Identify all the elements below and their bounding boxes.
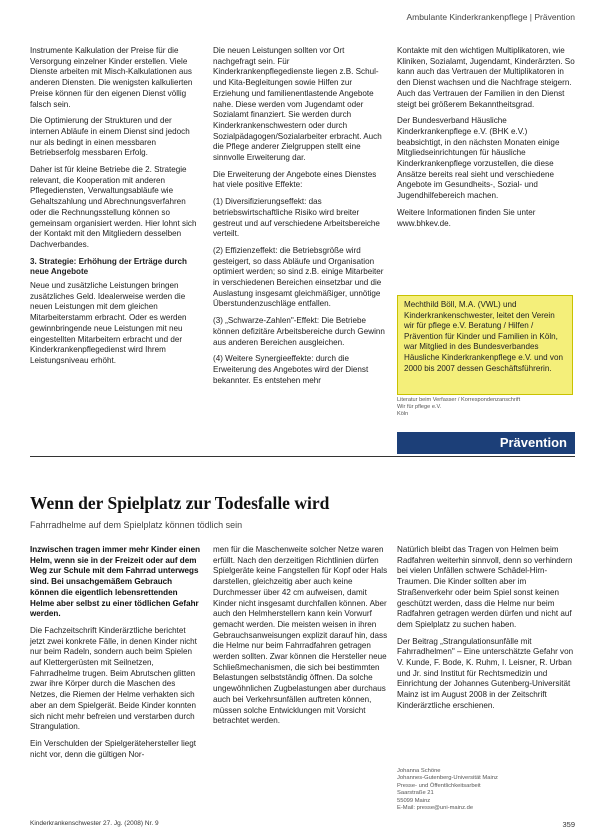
paragraph: Kontakte mit den wichtigen Multiplikatoren, wie Kliniken, Sozialamt, Jugendamt, Kinderärzten. So kann auch das Vertrauen der Multiplikatoren in den Dienst wachsen und die Nachfrage steigern. Auch das Vertrauen der Familien in den Dienst steigt bei größerem Bekanntheitsgrad.	[397, 46, 575, 109]
article-title: Wenn der Spielplatz zur Todesfalle wird	[30, 493, 330, 513]
paragraph: (3) „Schwarze-Zahlen"-Effekt: Die Betriebe können defizitäre Arbeitsbereiche durch Gewinn aus anderen Bereichen ausgleichen.	[213, 316, 385, 347]
article-column-3	[397, 545, 575, 718]
line: E-Mail: presse@uni-mainz.de	[397, 805, 474, 812]
article-column-2	[213, 545, 388, 733]
paragraph: Natürlich bleibt das Tragen von Helmen beim Radfahren weiterhin sinnvoll, denn so verhindern bei vielen Unfällen schwere Schädel-Hirn-Traumen. Die Kinder sollten aber im Straßenverkehr oder beim Spiel sonst keinen geschützt werden, dass die Helme nur beim Radfahren getragen werden dürfen und nicht auf dem Spielplatz zu suchen haben.	[397, 545, 573, 629]
paragraph: Weitere Informationen finden Sie unter www.bhkev.de.	[397, 207, 536, 228]
paragraph: Daher ist für kleine Betriebe die 2. Strategie relevant, die Kooperation mit anderen Pflegediensten, Verwaltungsabläufe wie Gehaltszahlung und Abrechnungsverfahren oder die Rechnungsstellung können so gemeinsam organisiert werden. Hier lohnt sich der Kontakt mit den Mitgliedern desselben Dachverbandes.	[30, 165, 197, 249]
page-number: 359	[562, 820, 575, 829]
paragraph: Der Bundesverband Häusliche Kinderkrankenpflege e.V. (BHK e.V.) beabsichtigt, in den nächsten Monaten einige Mitgliedseinrichtungen für häusliche Kinderkrankenpflege vorzustellen, die diese Ansätze bereits real sieht und verschiedene Angebote im Gesundheits-, Sozial- und Jugendhilfebereich machen.	[397, 116, 560, 201]
article-column-1	[30, 545, 202, 766]
line: Köln	[397, 411, 409, 417]
contact-block	[397, 768, 577, 812]
line: Wir für pflege e.V.	[397, 404, 442, 410]
section-band-praevention: Prävention	[397, 432, 575, 454]
top-column-3	[397, 46, 575, 235]
article-lead: Inzwischen tragen immer mehr Kinder einen Helm, wenn sie in der Freizeit oder auf dem Weg zur Schule mit dem Fahrrad unterwegs sind. Bei unsachgemäßem Gebrauch können die eigentlich lebensrettenden Helme aber selbst zu einer tödlichen Gefahr werden.	[30, 545, 201, 619]
article-subtitle: Fahrradhelme auf dem Spielplatz können tödlich sein	[30, 520, 243, 530]
subheading: 3. Strategie: Erhöhung der Erträge durch neue Angebote	[30, 256, 187, 277]
line: Presse- und Öffentlichkeitsarbeit	[397, 782, 481, 789]
paragraph: men für die Maschenweite solcher Netze waren erfüllt. Nach den derzeitigen Richtlinien dürfen Spielgeräte keine Fangstellen für Kopf oder Hals darstellen, gleichzeitig aber auch keine Durchmesser über 42 cm aufweisen, damit Kinder nicht insgesamt durchfallen können. Aber auch den Helmherstellern kann kein Vorwurf gemacht werden. Die meisten weisen in ihren Gebrauchsanweisungen explizit darauf hin, dass die Helme nur beim Fahrradfahren getragen werden sollten. Zwar können die Hersteller neue Schließmechanismen, die sich bei bestimmten Belastungen selbstständig öffnen. Da solche ungewöhnlichen Zugbelastungen aber durchaus auch bei Verkehrsunfällen auftreten können, müssen solche Entwicklungen mit Vorsicht betrachtet werden.	[213, 545, 388, 726]
section-divider	[30, 456, 575, 457]
author-infobox: Mechthild Böll, M.A. (VWL) und Kinderkrankenschwester, leitet den Verein wir für pflege e.V. Beratung / Hilfen / Prävention für Kinder und Familien in Köln, war Mitglied in des Bundesverbandes Häusliche Kinderkrankenpflege e.V. und von 2000 bis 2007 dessen Geschäftsführerin.	[397, 295, 573, 395]
line: Johannes-Gutenberg-Universität Mainz	[397, 775, 498, 782]
paragraph: Die Erweiterung der Angebote eines Dienstes hat viele positive Effekte:	[213, 169, 377, 190]
paragraph: Die Fachzeitschrift Kinderärztliche berichtet jetzt zwei konkrete Fälle, in denen Kinder nicht nur beim Radeln, sondern auch beim Spielen auf Klettergerüsten mit Seilnetzen, Fahrradhelme trugen. Beim Abrutschen glitten zwar ihre Körper durch die Maschen des Netzes, die Riemen der Helme verhakten sich aber an dem Spielgerät. Beide Kinder konnten sich nicht mehr befreien und verstarben durch Strangulation.	[30, 625, 197, 732]
line: Literatur beim Verfasser / Korrespondenzanschrift	[397, 397, 521, 403]
paragraph: Die Optimierung der Strukturen und der internen Abläufe in einem Dienst sind jedoch nur als bedingt in einen messbaren Betriebserfolg messbaren Erfolg.	[30, 116, 190, 158]
paragraph: (4) Weitere Synergieeffekte: durch die Erweiterung des Angebotes wird der Dienst bekannter. Es entstehen mehr	[213, 354, 369, 385]
paragraph: Der Beitrag „Strangulationsunfälle mit Fahrradhelmen" – Eine unterschätzte Gefahr von V. Kunde, F. Bode, K. Ruhm, I. Leisner, R. Urban und Jr. sind Institut für Rechtsmedizin und Einrichtung der Johannes Gutenberg-Universität Mainz ist im August 2008 in der Zeitschrift Kinderärztliche erschienen.	[397, 636, 574, 710]
footer-publication: Kinderkrankenschwester 27. Jg. (2008) Nr. 9	[30, 820, 159, 827]
running-header: Ambulante Kinderkrankenpflege | Prävention	[406, 12, 575, 22]
author-note	[397, 397, 577, 418]
paragraph: Neue und zusätzliche Leistungen bringen zusätzliches Geld. Idealerweise werden die neuen Leistungen mit dem gleichen Mitarbeiterstamm erbracht. Oder es werden gewinnbringende neue Leistungen mit neu eingestellten Mitarbeitern erbracht und der Kinderkrankenpflegedienst wird Ihrem Leistungsniveau erhöht.	[30, 281, 187, 365]
line: Johanna Schöne	[397, 768, 441, 774]
line: Saarstraße 21	[397, 790, 434, 797]
paragraph: (2) Effizienzeffekt: die Betriebsgröße wird gesteigert, so dass Abläufe und Organisation optimiert werden; so sind z.B. einige Mitarbeiter in verschiedenen Bereichen einsetzbar und die Auslastung insgesamt gleichmäßiger, unnötige Überstundenzuschläge entfallen.	[213, 245, 384, 309]
line: 55099 Mainz	[397, 797, 431, 804]
paragraph: Ein Verschulden der Spielgerätehersteller liegt nicht vor, denn die gültigen Nor-	[30, 738, 197, 759]
paragraph: (1) Diversifizierungseffekt: das betriebswirtschaftliche Risiko wird breiter gestreut und auf verschiedene Arbeitsbereiche verteilt.	[213, 197, 380, 239]
top-column-1	[30, 46, 202, 373]
paragraph: Instrumente Kalkulation der Preise für die Versorgung einzelner Kinder erstellen. Viele Dienste arbeiten mit Misch-Kalkulationen aus anderen Diensten. Die wenigsten kalkulierten Preise können für den eigenen Dienst völlig falsch sein.	[30, 46, 193, 109]
top-column-2	[213, 46, 388, 392]
paragraph: Die neuen Leistungen sollten vor Ort nachgefragt sein. Für Kinderkrankenpflegedienste liegen z.B. Schul- und Kita-Begleitungen sowie Hilfen zur Erziehung und familienentlastende Angebote nahe. Diese werden vom Jugendamt oder Sozialamt finanziert. Sie werden durch Kinderkrankenschwestern oder durch Sozialpädagogen/Sozialarbeiter erbracht. Auch die Pflege anderer Zielgruppen stellt eine sinnvolle Erweiterung dar.	[213, 46, 382, 163]
